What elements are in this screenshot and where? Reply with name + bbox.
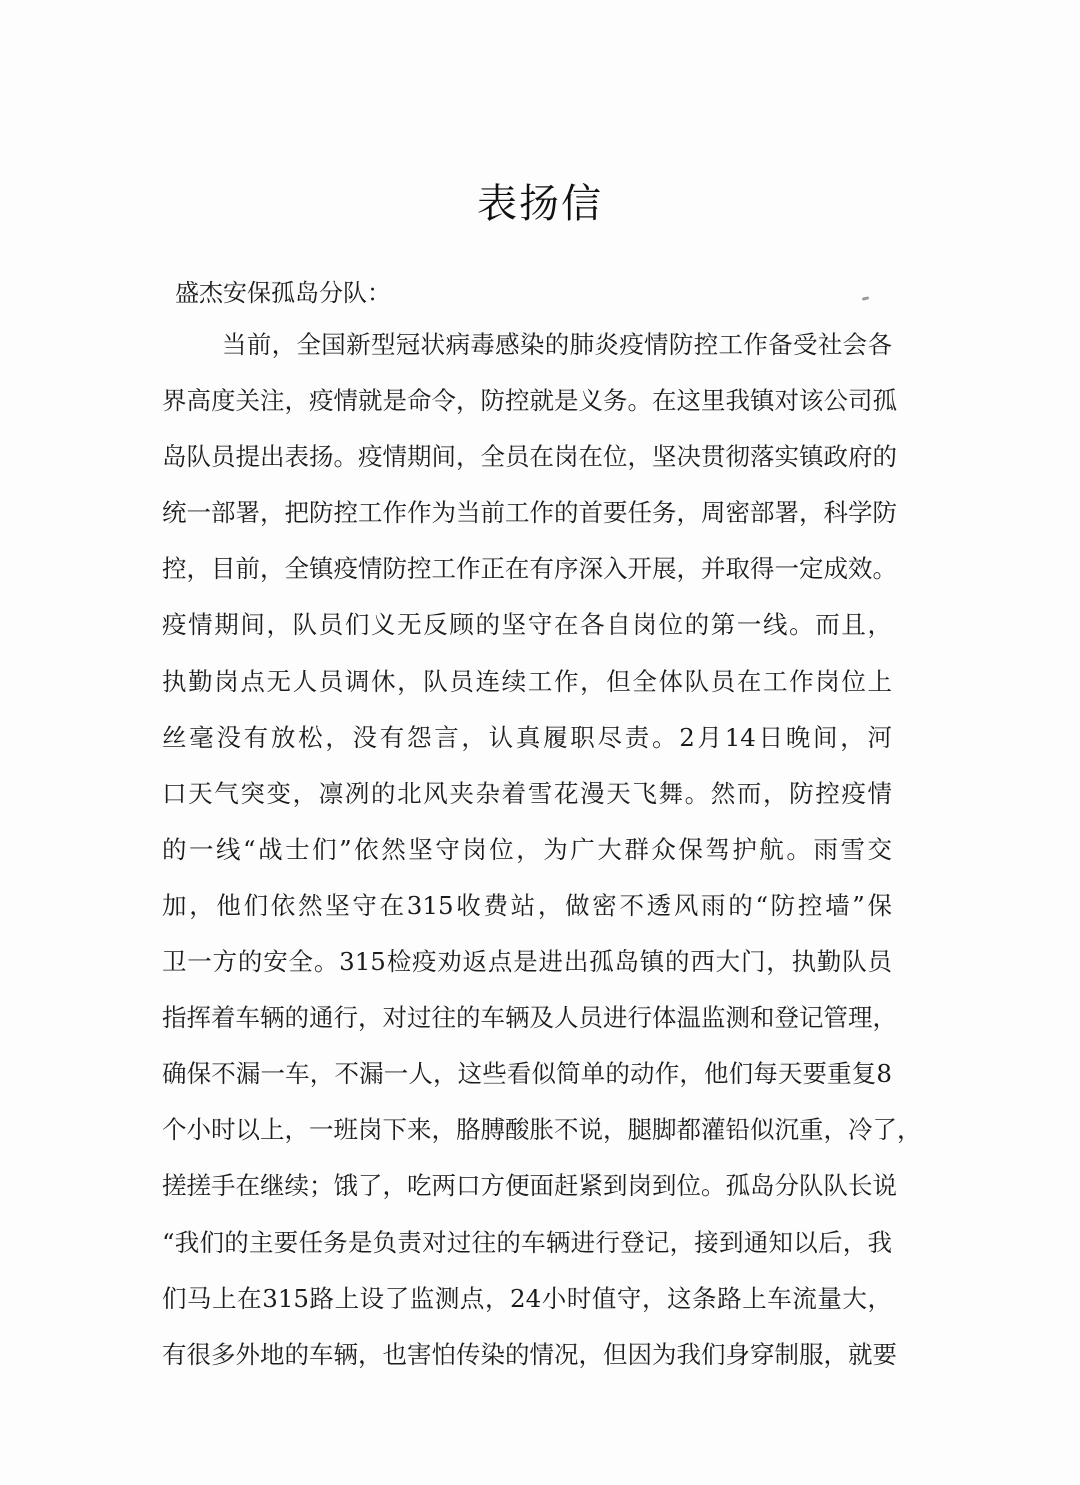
body-line: 疫情期间，队员们义无反顾的坚守在各自岗位的第一线。而且，	[162, 610, 892, 640]
body-line: 控，目前，全镇疫情防控工作正在有序深入开展，并取得一定成效。	[162, 554, 897, 584]
body-line: “我们的主要任务是负责对过往的车辆进行登记，接到通知以后，我	[162, 1227, 892, 1257]
body-line: 岛队员提出表扬。疫情期间，全员在岗在位，坚决贯彻落实镇政府的	[162, 442, 897, 472]
letter-body	[162, 325, 922, 1391]
body-line: 有很多外地的车辆，也害怕传染的情况，但因为我们身穿制服，就要	[162, 1339, 897, 1369]
body-line: 指挥着车辆的通行，对过往的车辆及人员进行体温监测和登记管理，	[162, 1003, 897, 1033]
body-line: 们马上在315路上设了监测点，24小时值守，这条路上车流量大，	[162, 1283, 892, 1313]
body-line: 的一线“战士们”依然坚守岗位，为广大群众保驾护航。雨雪交	[162, 834, 892, 864]
body-line: 界高度关注，疫情就是命令，防控就是义务。在这里我镇对该公司孤	[162, 386, 897, 416]
body-line: 丝毫没有放松，没有怨言，认真履职尽责。2月14日晚间，河	[162, 722, 892, 752]
body-line: 统一部署，把防控工作作为当前工作的首要任务，周密部署，科学防	[162, 498, 897, 528]
body-line: 确保不漏一车，不漏一人，这些看似简单的动作，他们每天要重复8	[162, 1059, 892, 1089]
body-line: 执勤岗点无人员调休，队员连续工作，但全体队员在工作岗位上	[162, 666, 892, 696]
paper-speck	[862, 296, 869, 300]
document-title: 表扬信	[477, 181, 603, 227]
body-line: 搓搓手在继续；饿了，吃两口方便面赶紧到岗到位。孤岛分队队长说	[162, 1171, 897, 1201]
body-line: 口天气突变，凛冽的北风夹杂着雪花漫天飞舞。然而，防控疫情	[162, 778, 892, 808]
body-line: 加，他们依然坚守在315收费站，做密不透风雨的“防控墙”保	[162, 890, 892, 920]
body-line: 卫一方的安全。315检疫劝返点是进出孤岛镇的西大门，执勤队员	[162, 947, 892, 977]
salutation: 盛杰安保孤岛分队：	[175, 279, 391, 307]
body-line: 当前，全国新型冠状病毒感染的肺炎疫情防控工作备受社会各	[222, 330, 892, 359]
body-line: 个小时以上，一班岗下来，胳膊酸胀不说，腿脚都灌铅似沉重，冷了，	[162, 1115, 922, 1145]
